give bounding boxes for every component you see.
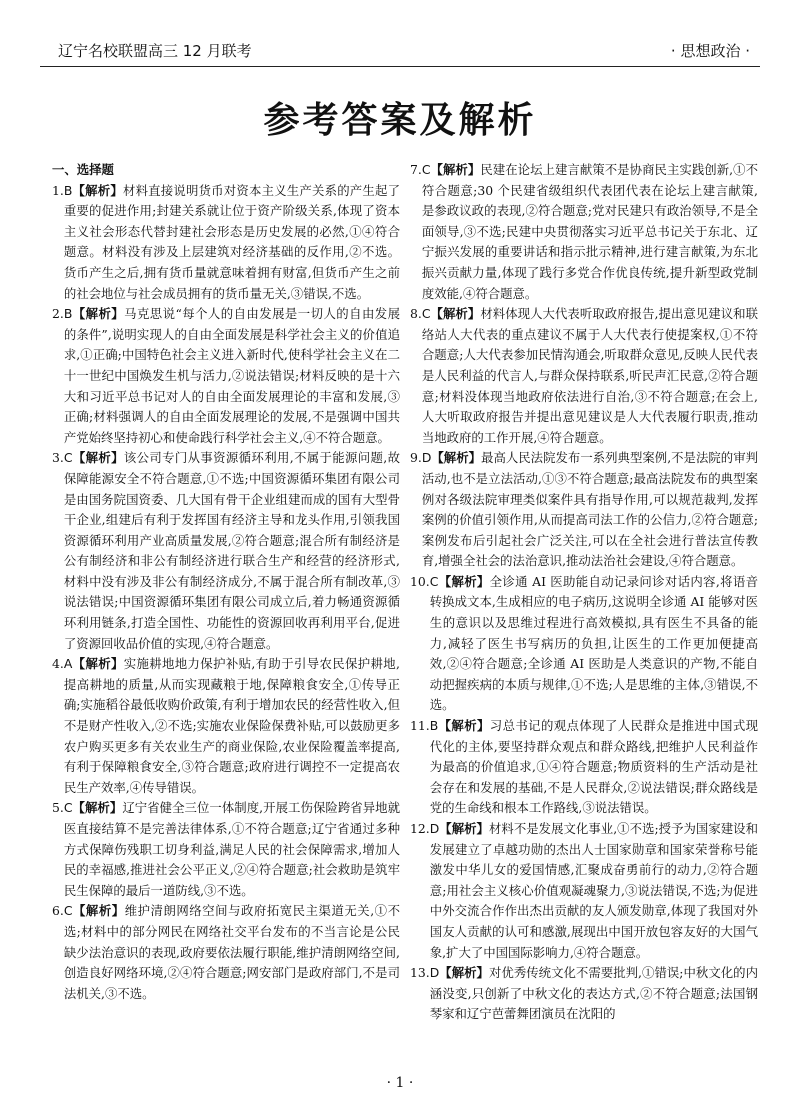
analysis-tag: 【解析】 [430, 306, 481, 322]
subject-name: · 思想政治 · [670, 42, 750, 60]
question-number: 5. [52, 800, 64, 816]
answer-body [64, 448, 400, 654]
question-number: 8. [410, 306, 422, 322]
analysis-text: 对优秀传统文化不需要批判,①错误;中秋文化的内涵没变,只创新了中秋文化的表达方式,②不符合题意;法国钢琴家和辽宁芭蕾舞团演员在沈阳的 [429, 965, 758, 1022]
answer-letter: C [63, 450, 73, 466]
answer-body [64, 181, 400, 305]
analysis-text: 民建在论坛上建言献策不是协商民主实践创新,①不符合题意;30 个民建省级组织代表团代表在论坛上建言献策,是参政议政的表现,②符合题意;党对民建只有政治领导,不是全面领导,③不选;民建中央贯彻落实习近平总书记关于东北、辽宁振兴发展的重要讲话和指示批示精神,进行建言献策,为东北振兴贡献力量,体现了践行多党合作优良传统,提升新型政党制度效能,④符合题意。 [421, 162, 758, 301]
answer-item [52, 181, 400, 305]
answer-item [52, 304, 400, 448]
answer-letter: C [63, 800, 73, 816]
answer-body [422, 304, 758, 448]
analysis-tag: 【解析】 [439, 821, 489, 836]
analysis-tag: 【解析】 [72, 306, 125, 322]
answer-letter: D [421, 450, 432, 466]
page-title: 参考答案及解析 [263, 100, 537, 141]
question-number: 2. [52, 306, 64, 322]
left-column [52, 160, 400, 1070]
answer-letter: C [421, 162, 431, 177]
analysis-text: 材料体现人大代表听取政府报告,提出意见建议和联络站人大代表的重点建议不属于人大代表行使提案权,①不符合题意;人大代表参加民情沟通会,听取群众意见,反映人民代表是人民利益的代言人,与群众保持联系,听民声汇民意,②符合题意;材料没体现当地政府依法进行自治,③不符合题意;在会上,人大听取政府报告并提出意见建议是人大代表履行职责,推动当地政府的工作开展,④符合题意。 [421, 306, 758, 445]
answer-letter: B [429, 718, 439, 734]
question-number: 4. [52, 656, 64, 672]
answer-body [64, 901, 400, 1004]
answer-body [430, 572, 758, 716]
answer-item [52, 654, 400, 798]
analysis-tag: 【解析】 [430, 162, 481, 177]
analysis-tag: 【解析】 [72, 182, 123, 198]
analysis-text: 该公司专门从事资源循环利用,不属于能源问题,故保障能源安全不符合题意,①不选;中国资源循环集团有限公司是由国务院国资委、几大国有骨干企业组建而成的国有大型骨干企业,组建后有利于发挥国有经济主导和龙头作用,引领我国资源循环利用产业高质量发展,②符合题意;混合所有制经济是公有制经济和非公有制经济进行联合生产和经营的经济形式,材料中没有涉及非公有制经济成分,不属于混合所有制改革,③说法错误;中国资源循环集团有限公司成立后,着力畅通资源循环利用链条,打造全国性、功能性的资源回收再利用平台,促进了资源回收品价值的实现,④符合题意。 [63, 450, 400, 651]
analysis-text: 马克思说“每个人的自由发展是一切人的自由发展的条件”,说明实现人的自由全面发展是科学社会主义的价值追求,①正确;中国特色社会主义进入新时代,使科学社会主义在二十一世纪中国焕发生机与活力,②说法错误;材料反映的是十六大和习近平总书记对人的自由全面发展理论的丰富和发展,③正确;材料强调人的自由全面发展理论的发展,不是强调中国共产党始终坚持初心和使命践行科学社会主义,④不符合题意。 [63, 306, 400, 445]
answer-item [52, 901, 400, 1004]
question-list-right [410, 160, 758, 1025]
analysis-text: 习总书记的观点体现了人民群众是推进中国式现代化的主体,要坚持群众观点和群众路线,把维护人民利益作为最高的价值追求,①④符合题意;物质资料的生产活动是社会存在和发展的基础,不是人民群众,②说法错误;群众路线是党的生命线和根本工作路线,③说法错误。 [429, 718, 758, 816]
page-number: · 1 · [386, 1075, 414, 1091]
answer-letter: D [429, 965, 440, 981]
answer-item [410, 304, 758, 448]
analysis-text: 材料不是发展文化事业,①不选;授予为国家建设和发展建立了卓越功勋的杰出人士国家勋章和国家荣誉称号能激发中华儿女的爱国情感,汇聚成奋勇前行的动力,②符合题意;用社会主义核心价值观凝魂聚力,③说法错误,不选;为促进中外交流合作作出杰出贡献的友人颁发勋章,体现了我国对外国友人贡献的认可和感激,展现出中国开放包容友好的大国气象,扩大了中国国际影响力,④符合题意。 [429, 821, 758, 960]
answer-item [410, 572, 758, 716]
analysis-text: 维护清朗网络空间与政府拓宽民主渠道无关,①不选;材料中的部分网民在网络社交平台发布的不当言论是公民缺少法治意识的表现,政府要依法履行职能,维护清朗网络空间,创造良好网络环境,②④符合题意;网安部门是政府部门,不是司法机关,③不选。 [63, 903, 400, 1001]
analysis-text: 全诊通 AI 医助能自动记录问诊对话内容,将语音转换成文本,生成相应的电子病历,这说明全诊通 AI 能够对医生的意识以及思维过程进行高效模拟,具有医生不具备的能力,减轻了医生书写病历的负担,让医生的工作更加便捷高效,②④符合题意;全诊通 AI 医助是人类意识的产物,不能自动把握疾病的本质与规律,①不选;人是思维的主体,③错误,不选。 [429, 573, 758, 713]
analysis-tag: 【解析】 [72, 903, 125, 919]
answer-item [410, 963, 758, 1025]
question-number: 13. [410, 965, 430, 981]
answer-letter: D [429, 821, 440, 836]
analysis-tag: 【解析】 [72, 656, 124, 672]
answer-letter: B [63, 182, 73, 198]
analysis-text: 实施耕地地力保护补贴,有助于引导农民保护耕地,提高耕地的质量,从而实现藏粮于地,保障粮食安全,①传导正确;实施稻谷最低收购价政策,有利于增加农民的经营性收入,但不是财产性收入,②不选;实施农业保险保费补贴,可以鼓励更多农户购买更多有关农业生产的商业保险,农业保险覆盖率提高,有利于保障粮食安全,③符合题意;政府进行调控不一定提高农民生产效率,④传导错误。 [63, 656, 400, 795]
question-number: 10. [410, 573, 430, 589]
page-header [40, 36, 760, 67]
analysis-tag: 【解析】 [439, 965, 489, 981]
question-number: 7. [410, 162, 422, 177]
question-number: 12. [410, 821, 430, 836]
section-heading: 一、选择题 [52, 162, 114, 177]
answer-body [64, 798, 400, 901]
answer-item [410, 448, 758, 572]
right-column [410, 160, 758, 1070]
answer-body [64, 654, 400, 798]
question-number: 6. [52, 903, 64, 919]
analysis-tag: 【解析】 [72, 450, 124, 466]
question-number: 9. [410, 450, 422, 466]
analysis-tag: 【解析】 [438, 573, 490, 589]
answer-letter: C [429, 573, 439, 589]
answer-body [430, 819, 758, 963]
question-number: 1. [52, 182, 64, 198]
exam-name: 辽宁名校联盟高三 12 月联考 [58, 42, 252, 60]
question-number: 11. [410, 718, 430, 734]
analysis-tag: 【解析】 [431, 450, 482, 466]
answer-item [52, 448, 400, 654]
analysis-tag: 【解析】 [72, 800, 123, 816]
answer-item [52, 798, 400, 901]
answer-item [410, 160, 758, 304]
answer-letter: B [63, 306, 73, 322]
answer-body [430, 963, 758, 1025]
analysis-text: 辽宁省健全三位一体制度,开展工伤保险跨省异地就医直接结算不是完善法律体系,①不符合题意;辽宁省通过多种方式保障伤残职工切身利益,满足人民的社会保障需求,增加人民的幸福感,推进社会公平正义,②④符合题意;社会救助是筑牢民生保障的最后一道防线,③不选。 [63, 800, 400, 898]
answer-body [422, 448, 758, 572]
analysis-text: 材料直接说明货币对资本主义生产关系的产生起了重要的促进作用;封建关系就让位于资产阶级关系,体现了资本主义社会形态代替封建社会形态是历史发展的必然,①④符合题意。材料没有涉及上层建筑对经济基础的反作用,②不选。货币产生之后,拥有货币量就意味着拥有财富,但货币产生之前的社会地位与社会成员拥有的货币量无关,③错误,不选。 [63, 182, 400, 301]
question-number: 3. [52, 450, 64, 466]
answer-item [410, 716, 758, 819]
answer-item [410, 819, 758, 963]
answer-body [422, 160, 758, 304]
analysis-text: 最高人民法院发布一系列典型案例,不是法院的审判活动,也不是立法活动,①③不符合题意;最高法院发布的典型案例对各级法院审理类似案件具有指导作用,可以规范裁判,发挥案例的价值引领作用,从而提高司法工作的公信力,②符合题意;案例发布后引起社会广泛关注,可以在全社会进行普法宣传教育,增强全社会的法治意识,推动法治社会建设,④符合题意。 [421, 450, 758, 569]
answer-letter: A [63, 656, 73, 672]
question-list-left [52, 181, 400, 1005]
analysis-tag: 【解析】 [438, 718, 490, 734]
answer-body [430, 716, 758, 819]
answer-letter: C [421, 306, 431, 322]
answer-body [64, 304, 400, 448]
answer-letter: C [63, 903, 73, 919]
